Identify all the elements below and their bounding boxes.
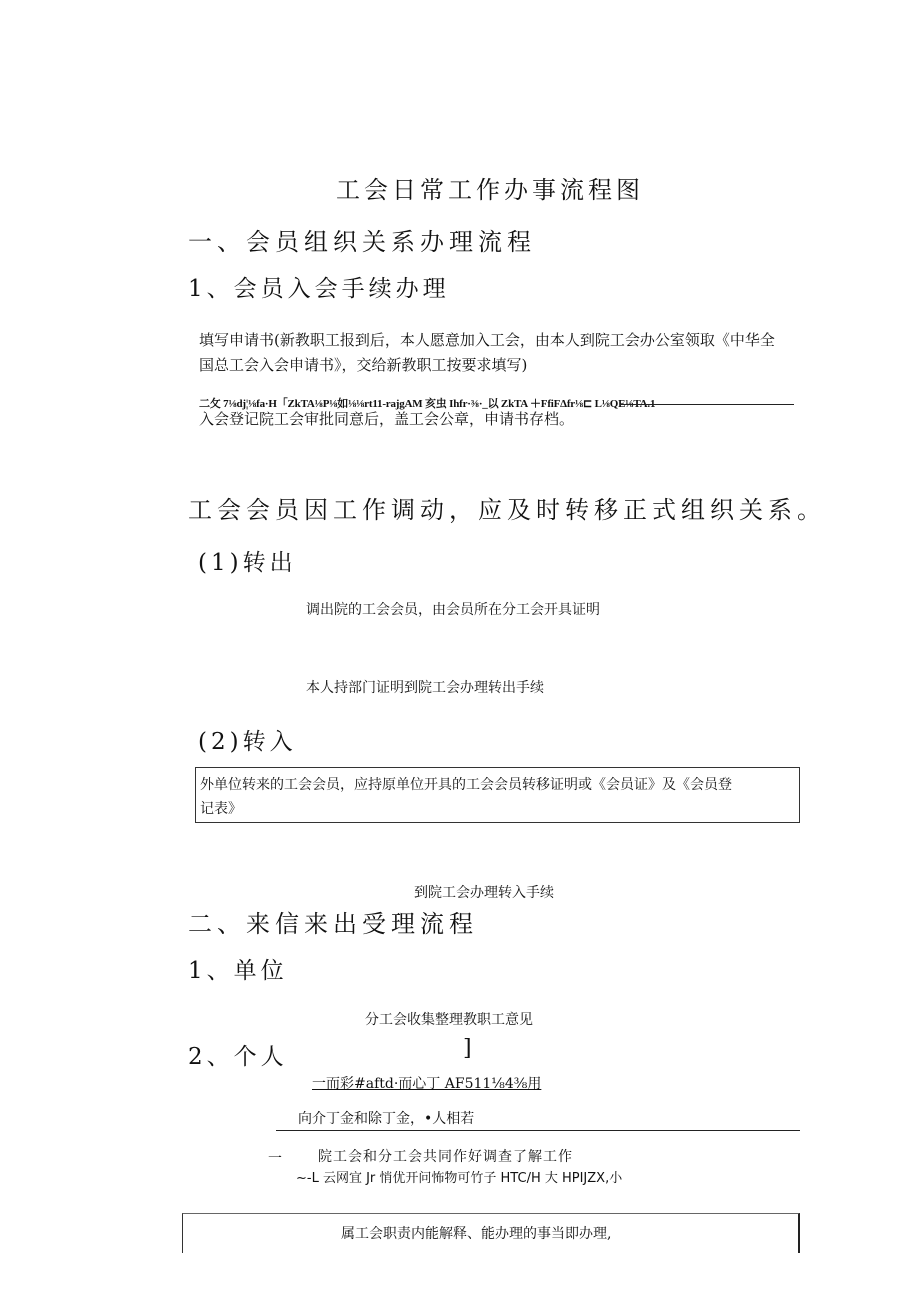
application-step1-line2: 国总工会入会申请书》，交给新教职工按要求填写) [199, 356, 528, 374]
personal-dash: 一 [268, 1151, 282, 1167]
transfer-out-step1: 调出院的工会会员，由会员所在分工会开具证明 [306, 602, 600, 618]
personal-garbled-line1: 一而彩#aftd·而心丁 AF511⅛4⅜用 [312, 1076, 542, 1092]
bracket-mark: ] [463, 1036, 472, 1061]
unit-heading: 1、单位 [188, 958, 288, 984]
personal-heading: 2、个人 [188, 1044, 288, 1070]
transfer-out-step2: 本人持部门证明到院工会办理转出手续 [306, 680, 544, 696]
transfer-in-box-line1: 外单位转来的工会会员，应持原单位开具的工会会员转移证明或《会员证》及《会员登 [200, 777, 732, 793]
section1-heading: 一、会员组织关系办理流程 [188, 228, 536, 256]
section2-heading: 二、来信来出受理流程 [188, 910, 478, 938]
personal-line2-underline [276, 1130, 800, 1131]
application-step2: 入会登记院工会审批同意后，盖工会公章，申请书存档。 [199, 410, 575, 428]
personal-line2: 向介丁金和除丁金，•人相若 [298, 1111, 475, 1127]
garbled-text-line: 二攵 7⅛dj¦⅛fa·H「ZkTA⅛P⅛如⅛⅛rt11-rajgAM 亥虫 Ihfr·⅜·_以 ZkTA ＋FfiFΔfr⅛⊏ L⅛QE⅛TA.1 [199, 398, 656, 410]
handling-box-line1: 属工会职责内能解释、能办理的事当即办理, [341, 1226, 612, 1242]
personal-line3: 院工会和分工会共同作好调查了解工作 [318, 1149, 573, 1165]
document-title: 工会日常工作办事流程图 [336, 176, 644, 204]
handling-box [182, 1213, 800, 1253]
membership-application-heading: 1、会员入会手续办理 [188, 276, 450, 302]
transfer-in-box [195, 767, 800, 823]
personal-garbled-line2: ~-L 云网宜 Jr 悄优开问怖物可竹子 HTC/H 大 HPIJZX,小 [296, 1171, 623, 1186]
transfer-in-heading: (2)转入 [198, 729, 297, 755]
transfer-out-heading: (1)转出 [198, 550, 297, 576]
transfer-intro: 工会会员因工作调动，应及时转移正式组织关系。 [188, 496, 826, 524]
transfer-in-box-line2: 记表》 [200, 801, 242, 817]
application-step1-line1: 填写申请书(新教职工报到后，本人愿意加入工会，由本人到院工会办公室领取《中华全 [199, 331, 775, 349]
underline-divider [620, 404, 794, 405]
unit-step1: 分工会收集整理教职工意见 [365, 1012, 533, 1028]
transfer-in-step2: 到院工会办理转入手续 [414, 885, 554, 901]
